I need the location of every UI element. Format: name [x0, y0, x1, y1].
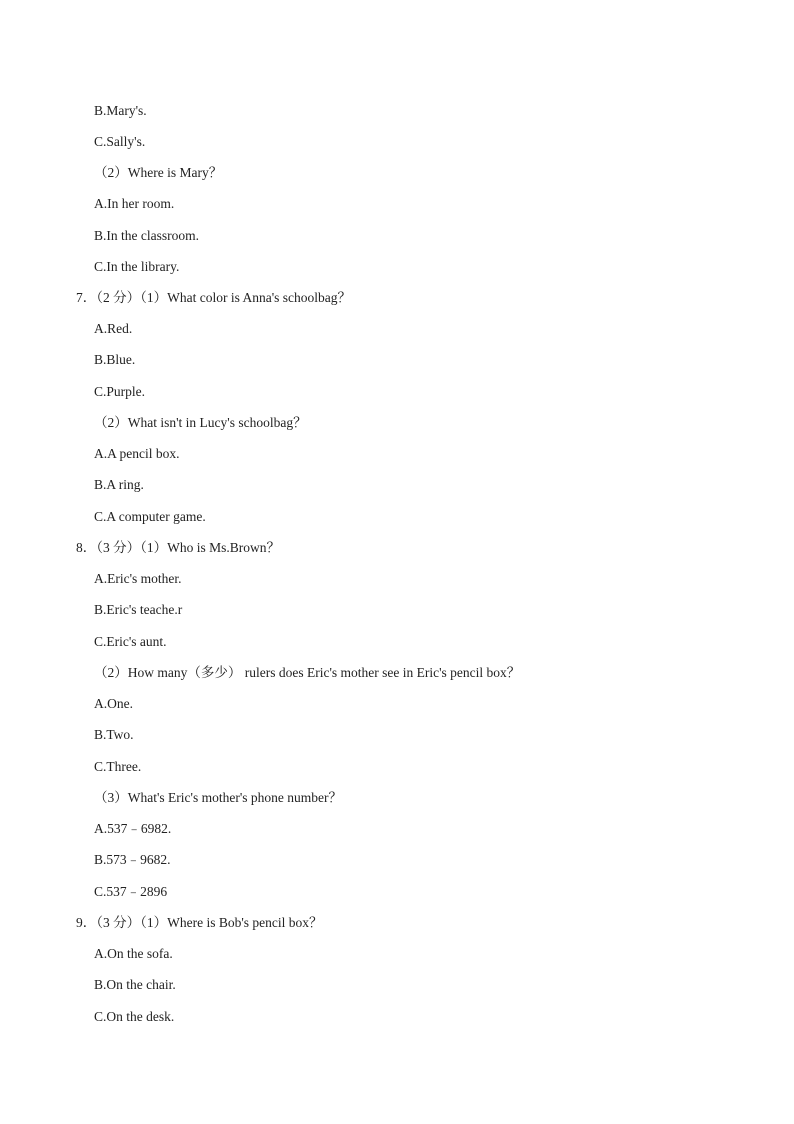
question-8-2: （2）How many（多少） rulers does Eric's mother see in Eric's pencil box？ [94, 665, 521, 680]
option-8-3-c: C.537﹣2896 [94, 884, 168, 899]
option-8-2-c: C.Three. [94, 759, 142, 774]
option-6-2-a: A.In her room. [94, 196, 175, 211]
option-8-1-b: B.Eric's teache.r [94, 602, 183, 617]
option-6-1-c: C.Sally's. [94, 134, 146, 149]
option-6-2-c: C.In the library. [94, 259, 180, 274]
option-8-3-a: A.537﹣6982. [94, 821, 172, 836]
question-8-3: （3）What's Eric's mother's phone number？ [94, 790, 342, 805]
option-7-2-a: A.A pencil box. [94, 446, 180, 461]
option-9-1-c: C.On the desk. [94, 1009, 175, 1024]
option-9-1-b: B.On the chair. [94, 977, 176, 992]
option-8-1-c: C.Eric's aunt. [94, 634, 167, 649]
option-7-2-c: C.A computer game. [94, 509, 206, 524]
option-9-1-a: A.On the sofa. [94, 946, 173, 961]
option-7-1-a: A.Red. [94, 321, 133, 336]
question-7-1: 7．（2 分）（1）What color is Anna's schoolbag？ [76, 290, 352, 305]
option-8-1-a: A.Eric's mother. [94, 571, 182, 586]
option-6-1-b: B.Mary's. [94, 103, 147, 118]
option-8-3-b: B.573﹣9682. [94, 852, 171, 867]
option-7-1-b: B.Blue. [94, 352, 136, 367]
option-7-1-c: C.Purple. [94, 384, 146, 399]
question-6-2: （2）Where is Mary？ [94, 165, 223, 180]
option-7-2-b: B.A ring. [94, 477, 144, 492]
question-8-1: 8．（3 分）（1）Who is Ms.Brown？ [76, 540, 281, 555]
question-7-2: （2）What isn't in Lucy's schoolbag？ [94, 415, 307, 430]
option-8-2-a: A.One. [94, 696, 133, 711]
question-9-1: 9．（3 分）（1）Where is Bob's pencil box？ [76, 915, 323, 930]
option-8-2-b: B.Two. [94, 727, 134, 742]
option-6-2-b: B.In the classroom. [94, 228, 199, 243]
